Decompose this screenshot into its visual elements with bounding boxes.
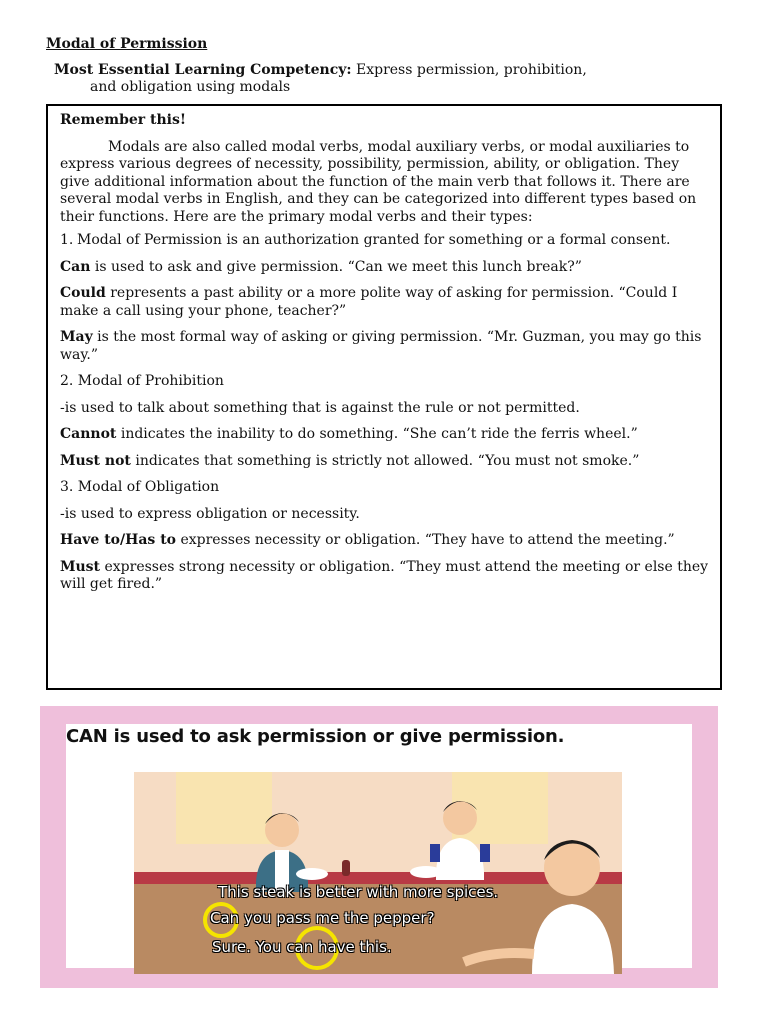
page-title: Modal of Permission bbox=[46, 36, 208, 52]
entry-term: Could bbox=[60, 285, 106, 301]
item-obligation: 3. Modal of Obligation bbox=[60, 479, 220, 495]
item-permission bbox=[60, 232, 710, 250]
entry-text: expresses strong necessity or obligation. “They must attend the meeting or else they will get fired.” bbox=[60, 558, 709, 592]
entry-term: Must not bbox=[60, 452, 131, 469]
obligation-description: -is used to express obligation or necessity. bbox=[60, 505, 360, 522]
entry-term: May bbox=[60, 329, 93, 345]
subtitle-line-2: Can you pass me the pepper? bbox=[210, 909, 435, 927]
sauce-bottle bbox=[342, 860, 350, 876]
entry-text: expresses necessity or obligation. “They have to attend the meeting.” bbox=[176, 532, 675, 548]
entry-term: Cannot bbox=[60, 426, 117, 442]
competency-text-2: and obligation using modals bbox=[90, 79, 291, 95]
competency-text-1: Express permission, prohibition, bbox=[356, 62, 587, 78]
item-text: Modal of Permission is an authorization granted for something or a formal consent. bbox=[77, 232, 671, 248]
entry-must bbox=[60, 559, 710, 594]
subtitle-line-3: Sure. You can have this. bbox=[212, 938, 392, 956]
entry-could bbox=[60, 285, 710, 320]
entry-term: Can bbox=[60, 258, 91, 275]
entry-may bbox=[60, 329, 710, 364]
scene-window-left bbox=[176, 772, 272, 844]
item-number: 1. bbox=[60, 232, 74, 248]
entry-text: represents a past ability or a more polite way of asking for permission. “Could I make a call using your phone, teacher?” bbox=[60, 285, 678, 319]
entry-must-not bbox=[60, 453, 710, 471]
prohibition-description: -is used to talk about something that is against the rule or not permitted. bbox=[60, 399, 580, 416]
entry-term: Must bbox=[60, 558, 101, 575]
entry-cannot bbox=[60, 426, 710, 444]
entry-term: Have to/Has to bbox=[60, 532, 176, 548]
entry-text: is used to ask and give permission. “Can we meet this lunch break?” bbox=[90, 258, 582, 275]
remember-box bbox=[46, 104, 722, 690]
entry-have-to bbox=[60, 532, 710, 550]
entry-can bbox=[60, 259, 710, 277]
entry-text: indicates that something is strictly not allowed. “You must not smoke.” bbox=[130, 452, 640, 469]
subtitle-line-1: This steak is better with more spices. bbox=[218, 883, 499, 901]
slide-heading: CAN is used to ask permission or give permission. bbox=[66, 726, 565, 747]
entry-text: indicates the inability to do something. “She can’t ride the ferris wheel.” bbox=[116, 426, 638, 442]
plate-left bbox=[296, 868, 328, 880]
competency-label: Most Essential Learning Competency: bbox=[54, 62, 352, 78]
remember-heading: Remember this! bbox=[60, 112, 187, 128]
item-prohibition: 2. Modal of Prohibition bbox=[60, 373, 224, 389]
learning-competency bbox=[54, 62, 714, 96]
entry-text: is the most formal way of asking or giving permission. “Mr. Guzman, you may go this way.” bbox=[60, 329, 702, 363]
plate-right bbox=[410, 866, 442, 878]
intro-paragraph: Modals are also called modal verbs, modal auxiliary verbs, or modal auxiliaries to express various degrees of necessity, possibility, permission, ability, or obligation. They give additional information about the function of the main verb that follows it. There are several modal verbs in English, and they can be categorized into different types based on their functions. Here are the primary modal verbs and their types: bbox=[60, 138, 697, 225]
